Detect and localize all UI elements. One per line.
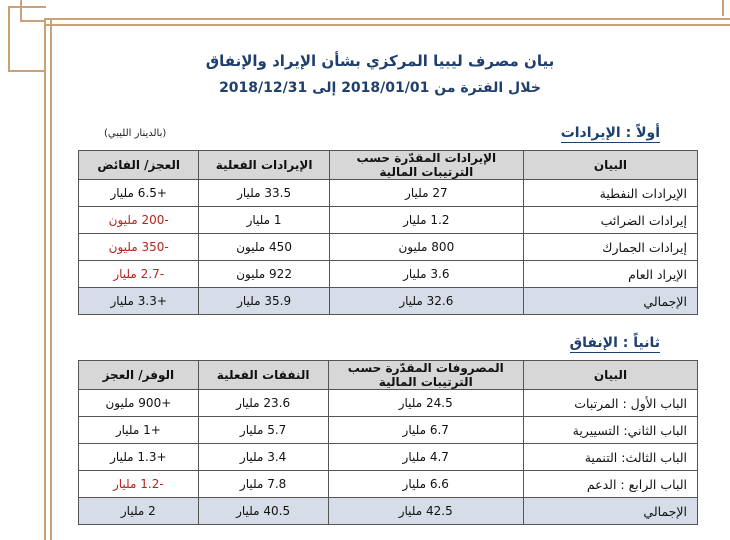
estimated-value: 3.6 مليار: [329, 261, 523, 288]
row-label: الباب الثالث: التنمية: [523, 444, 697, 471]
table-header-row: [79, 151, 698, 180]
currency-note: (بالدينار الليبي): [104, 128, 167, 139]
actual-value: 5.7 مليار: [198, 417, 328, 444]
total-actual: 35.9 مليار: [199, 288, 329, 315]
actual-value: 33.5 مليار: [199, 180, 329, 207]
revenues-table: [78, 150, 698, 315]
difference-value: +900 مليون: [79, 390, 199, 417]
actual-value: 450 مليون: [199, 234, 329, 261]
row-label: الباب الأول : المرتبات: [523, 390, 697, 417]
total-difference: 2 مليار: [79, 498, 199, 525]
table-header-row: [79, 361, 698, 390]
column-header: الوفر/ العجز: [79, 361, 199, 390]
estimated-value: 1.2 مليار: [329, 207, 523, 234]
total-estimated: 32.6 مليار: [329, 288, 523, 315]
column-header: المصروفات المقدّرة حسب الترتيبات المالية: [328, 361, 523, 390]
frame-corner-ornament-lower: [8, 40, 46, 72]
estimated-value: 800 مليون: [329, 234, 523, 261]
row-label: الإيرادات النفطية: [523, 180, 697, 207]
table-row: [79, 207, 698, 234]
document-period: خلال الفترة من 2018/01/01 إلى 2018/12/31: [219, 80, 541, 96]
difference-value: +6.5 مليار: [79, 180, 199, 207]
table-row: [79, 261, 698, 288]
total-label: الإجمالي: [523, 498, 697, 525]
table-row: [79, 417, 698, 444]
total-actual: 40.5 مليار: [198, 498, 328, 525]
total-estimated: 42.5 مليار: [328, 498, 523, 525]
row-label: الإيراد العام: [523, 261, 697, 288]
frame-left-border: [44, 18, 52, 540]
actual-value: 1 مليار: [199, 207, 329, 234]
table-row: [79, 444, 698, 471]
expenditures-heading: ثانياً : الإنفاق: [569, 335, 660, 351]
estimated-value: 27 مليار: [329, 180, 523, 207]
row-label: إيرادات الجمارك: [523, 234, 697, 261]
column-header: النفقات الفعلية: [198, 361, 328, 390]
actual-value: 922 مليون: [199, 261, 329, 288]
total-label: الإجمالي: [523, 288, 697, 315]
column-header: الإيرادات الفعلية: [199, 151, 329, 180]
row-label: الباب الثاني: التسييرية: [523, 417, 697, 444]
difference-value: -2.7 مليار: [79, 261, 199, 288]
table-row: [79, 234, 698, 261]
difference-value: +1 مليار: [79, 417, 199, 444]
frame-corner-ornament-inner: [20, 0, 46, 22]
column-header: البيان: [523, 361, 697, 390]
column-header: العجز/ الفائض: [79, 151, 199, 180]
difference-value: +1.3 مليار: [79, 444, 199, 471]
expenditures-table: [78, 360, 698, 525]
column-header: البيان: [523, 151, 697, 180]
difference-value: -200 مليون: [79, 207, 199, 234]
estimated-value: 4.7 مليار: [328, 444, 523, 471]
difference-value: -1.2 مليار: [79, 471, 199, 498]
total-difference: +3.3 مليار: [79, 288, 199, 315]
table-row: [79, 390, 698, 417]
table-row: [79, 471, 698, 498]
actual-value: 23.6 مليار: [198, 390, 328, 417]
frame-edge-mark: [722, 0, 730, 16]
row-label: الباب الرابع : الدعم: [523, 471, 697, 498]
actual-value: 3.4 مليار: [198, 444, 328, 471]
estimated-value: 6.7 مليار: [328, 417, 523, 444]
total-row: [79, 288, 698, 315]
table-row: [79, 180, 698, 207]
revenues-heading: أولاً : الإيرادات: [560, 125, 660, 141]
document-title: بيان مصرف ليبيا المركزي بشأن الإيراد والإنفاق: [205, 52, 555, 70]
estimated-value: 6.6 مليار: [328, 471, 523, 498]
row-label: إيرادات الضرائب: [523, 207, 697, 234]
column-header: الإيرادات المقدّرة حسب الترتيبات المالية: [329, 151, 523, 180]
total-row: [79, 498, 698, 525]
difference-value: -350 مليون: [79, 234, 199, 261]
estimated-value: 24.5 مليار: [328, 390, 523, 417]
frame-top-border: [44, 18, 730, 26]
actual-value: 7.8 مليار: [198, 471, 328, 498]
